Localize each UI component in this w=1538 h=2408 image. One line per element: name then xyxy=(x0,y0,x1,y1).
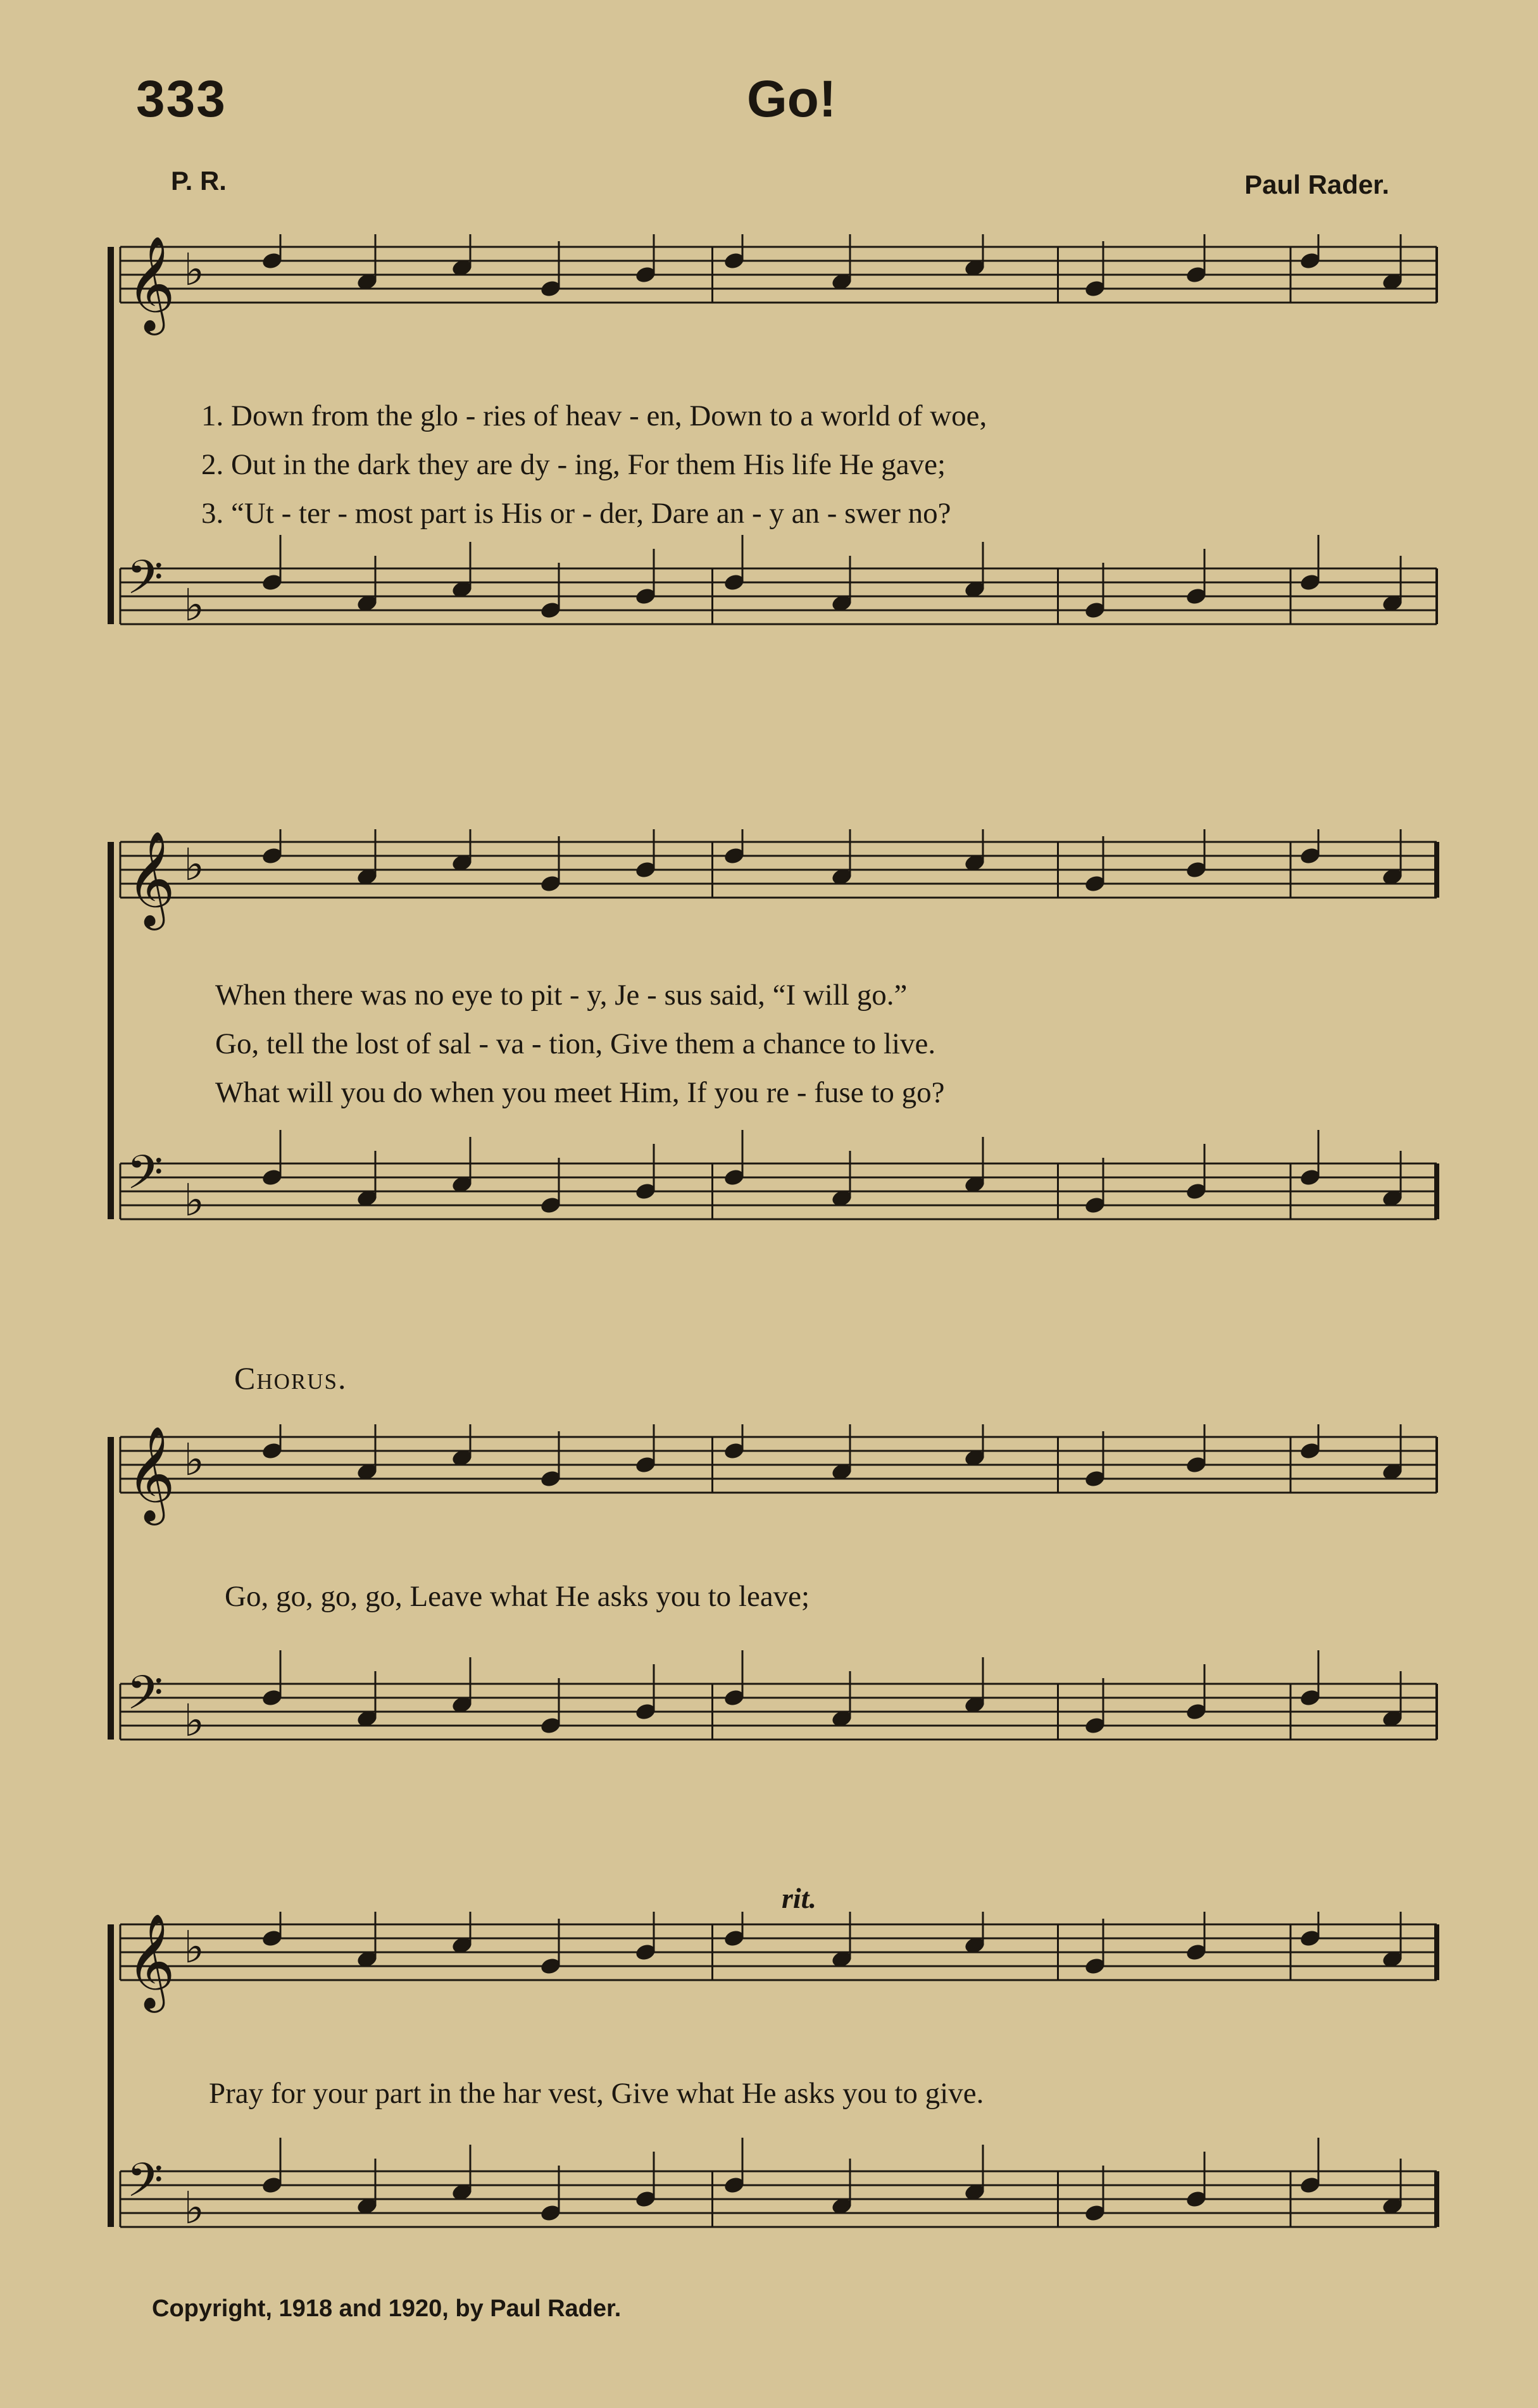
flat-icon: ♭ xyxy=(184,2182,205,2234)
bass-clef-icon: 𝄢 xyxy=(127,2153,163,2219)
verse-1-line-2: When there was no eye to pit - y, Je - sus said, “I will go.” xyxy=(215,979,908,1012)
system-bracket xyxy=(108,1924,114,2227)
lyricist-initials: P. R. xyxy=(171,166,227,196)
treble-clef-icon: 𝄞 xyxy=(127,1425,175,1521)
bass-clef-icon: 𝄢 xyxy=(127,1145,163,1212)
flat-icon: ♭ xyxy=(184,244,205,296)
treble-clef-icon: 𝄞 xyxy=(127,1912,175,2009)
system-bracket xyxy=(108,1437,114,1740)
bass-clef-icon: 𝄢 xyxy=(127,550,163,617)
chorus-line-2: Pray for your part in the har vest, Give what He asks you to give. xyxy=(209,2077,984,2110)
verse-3-line-2: What will you do when you meet Him, If you re - fuse to go? xyxy=(215,1076,945,1109)
copyright-notice: Copyright, 1918 and 1920, by Paul Rader. xyxy=(152,2295,622,2322)
ritardando-mark: rit. xyxy=(782,1882,816,1914)
flat-icon: ♭ xyxy=(184,1921,205,1973)
flat-icon: ♭ xyxy=(184,579,205,631)
chorus-line-1: Go, go, go, go, Leave what He asks you to leave; xyxy=(225,1580,810,1613)
verse-3-line-1: 3. “Ut - ter - most part is His or - der, Dare an - y an - swer no? xyxy=(201,497,951,530)
flat-icon: ♭ xyxy=(184,1695,205,1746)
composer-name: Paul Rader. xyxy=(1244,170,1389,199)
system-bracket xyxy=(108,247,114,624)
treble-clef-icon: 𝄞 xyxy=(127,235,175,331)
flat-icon: ♭ xyxy=(184,1174,205,1226)
bass-clef-icon: 𝄢 xyxy=(127,1665,163,1732)
verse-1-line-1: 1. Down from the glo - ries of heav - en, Down to a world of woe, xyxy=(201,399,987,432)
flat-icon: ♭ xyxy=(184,1434,205,1486)
verse-2-line-2: Go, tell the lost of sal - va - tion, Give them a chance to live. xyxy=(215,1027,936,1060)
verse-2-line-1: 2. Out in the dark they are dy - ing, For them His life He gave; xyxy=(201,448,946,481)
hymn-title: Go! xyxy=(747,70,837,128)
treble-clef-icon: 𝄞 xyxy=(127,830,175,926)
system-bracket xyxy=(108,842,114,1219)
flat-icon: ♭ xyxy=(184,839,205,891)
hymn-number: 333 xyxy=(136,70,227,128)
chorus-label: Chorus. xyxy=(234,1360,347,1396)
